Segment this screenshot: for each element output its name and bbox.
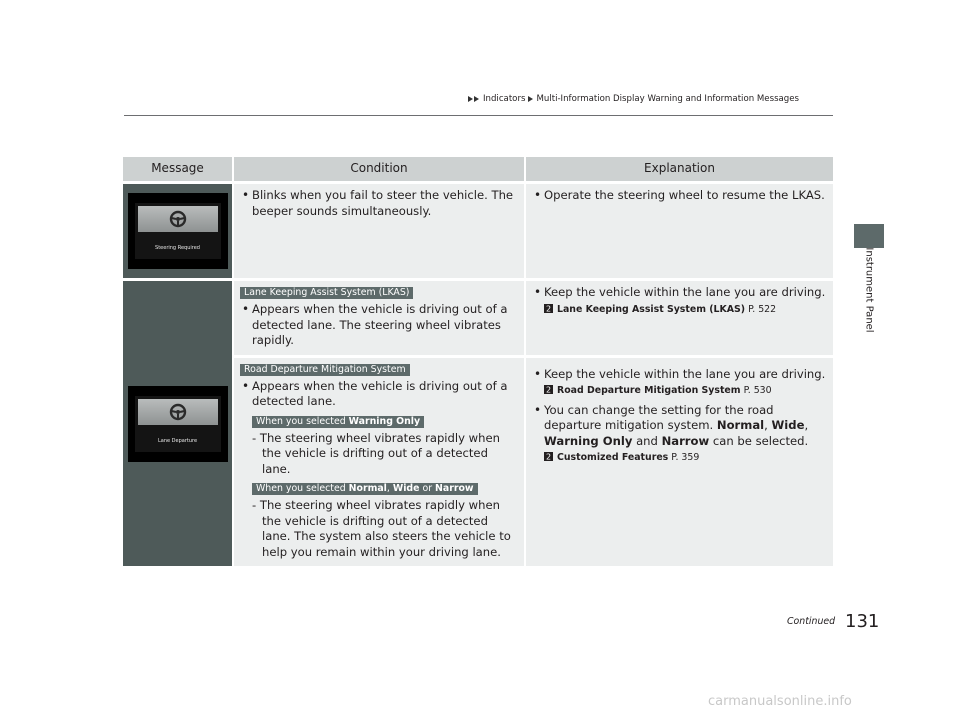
explanation-cell (526, 355, 833, 567)
continued-label: Continued (787, 616, 836, 627)
svg-text:2: 2 (545, 304, 552, 313)
watermark: carmanualsonline.info (708, 694, 852, 709)
mode-label-warning-only: When you selected Warning Only (252, 416, 424, 428)
table-row (123, 181, 833, 278)
arrow-icon (468, 96, 473, 102)
reference-page: P. 522 (748, 303, 777, 315)
reference-title: Customized Features (557, 452, 669, 463)
reference-icon (544, 452, 553, 461)
steering-wheel-icon (169, 210, 187, 228)
explanation-cell (526, 181, 833, 278)
condition-cell (234, 181, 526, 278)
page-reference[interactable] (532, 302, 827, 318)
svg-text:2: 2 (545, 385, 552, 394)
svg-text:2: 2 (545, 452, 552, 461)
page-number: 131 (845, 611, 880, 632)
lkas-label: Lane Keeping Assist System (LKAS) (240, 287, 413, 299)
explanation-cell (526, 278, 833, 355)
condition-cell (234, 355, 526, 567)
explanation-text: • Keep the vehicle within the lane you are driving. (532, 285, 827, 301)
message-image-cell (123, 181, 234, 278)
explanation-text: • Keep the vehicle within the lane you are driving. (532, 367, 827, 383)
breadcrumb-item[interactable]: Indicators (483, 94, 526, 104)
section-tab (854, 224, 884, 248)
message-table (123, 157, 833, 566)
reference-page: P. 530 (743, 385, 772, 396)
reference-title: Lane Keeping Assist System (LKAS) (557, 303, 746, 315)
page-reference[interactable] (532, 450, 827, 466)
steering-wheel-icon (169, 403, 187, 421)
mode-description: - The steering wheel vibrates rapidly when the vehicle is drifting out of a detected lane. The system also steers the vehicle to help you remain within your driving lane. (252, 498, 511, 559)
mode-description: - The steering wheel vibrates rapidly when the vehicle is drifting out of a detected lane. (252, 430, 500, 476)
message-image-cell (123, 278, 234, 566)
explanation-text: • You can change the setting for the road departure mitigation system. Normal, Wide, Warning Only and Narrow can be selected. (532, 403, 827, 450)
screen-message-text: Lane Departure (157, 437, 198, 444)
reference-title: Road Departure Mitigation System (557, 385, 741, 396)
condition-text: • Appears when the vehicle is driving out of a detected lane. (240, 379, 518, 410)
condition-text: • Appears when the vehicle is driving out of a detected lane. The steering wheel vibrates rapidly. (240, 302, 518, 349)
header-explanation: Explanation (526, 157, 833, 181)
header-condition: Condition (234, 157, 526, 181)
breadcrumb (468, 94, 799, 104)
display-screen-image (128, 193, 228, 269)
screen-message-text: Steering Required (155, 245, 200, 251)
table-row (123, 278, 833, 355)
reference-icon (544, 304, 553, 313)
header-divider (124, 115, 833, 116)
rdm-label: Road Departure Mitigation System (240, 364, 410, 376)
header-message: Message (123, 157, 234, 181)
display-screen-image (128, 386, 228, 462)
mode-label-normal-wide-narrow: When you selected Normal, Wide or Narrow (252, 483, 478, 495)
arrow-icon (474, 96, 479, 102)
page-reference[interactable] (532, 383, 827, 399)
arrow-icon (528, 96, 533, 102)
reference-page: P. 359 (671, 452, 700, 463)
table-header-row (123, 157, 833, 181)
condition-text: • Blinks when you fail to steer the vehicle. The beeper sounds simultaneously. (240, 188, 518, 219)
section-label: Instrument Panel (863, 247, 875, 333)
condition-cell (234, 278, 526, 355)
reference-icon (544, 385, 553, 394)
breadcrumb-item[interactable]: Multi-Information Display Warning and Information Messages (536, 94, 800, 104)
explanation-text: • Operate the steering wheel to resume the LKAS. (532, 188, 827, 204)
